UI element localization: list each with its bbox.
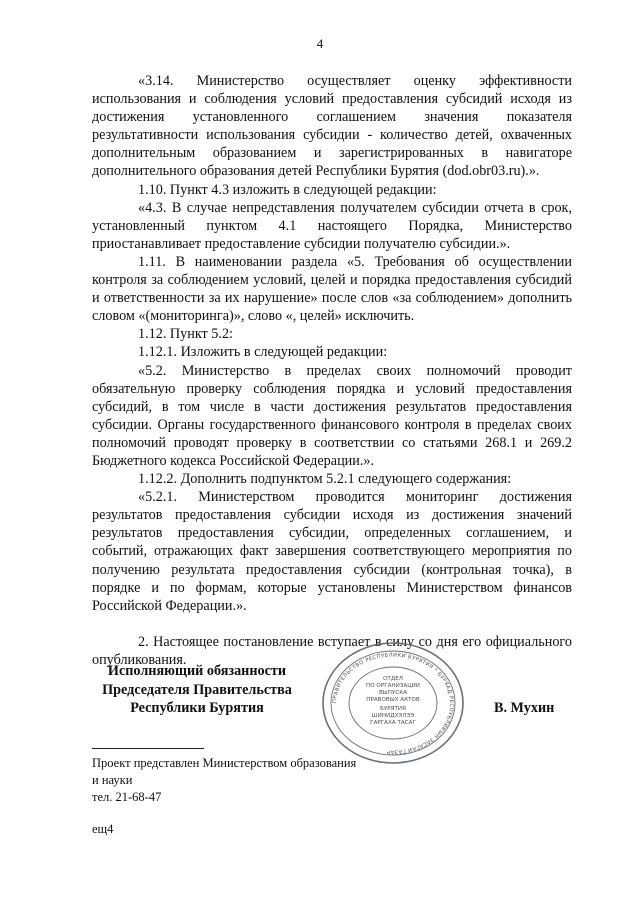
document-body	[92, 72, 572, 669]
signatory-title	[92, 662, 302, 718]
paragraph: «3.14. Министерство осуществляет оценку эффективности использования и соблюдения условий предоставления субсидий исходя из достижения установленного соглашением значения показателя результативности использования субсидии - количество детей, охваченных дополнительным образованием и зарегистрированных в навигаторе дополнительного образования детей Республики Бурятия (dod.obr03.ru).».	[92, 73, 572, 180]
paragraph: 1.12.1. Изложить в следующей редакции:	[138, 344, 388, 361]
paragraph: «5.2.1. Министерством проводится мониторинг достижения результатов предоставления субсидии исходя из достижения значений результатов предоставления субсидии, определенных соглашением, и событий, отражающих факт завершения соответствующего мероприятия по получению результата предоставления субсидии (контрольная точка), в порядке и по формам, которые установлены Министерством финансов Российской Федерации.».	[92, 489, 572, 614]
seal-text-line: ГАРГАХА ТАСАГ	[370, 720, 416, 726]
seal-text-line: ПО ОРГАНИЗАЦИИ	[366, 683, 420, 689]
page-number: 4	[316, 36, 324, 51]
paragraph: 1.12.2. Дополнить подпунктом 5.2.1 следующего содержания:	[138, 471, 512, 488]
paragraph: 1.12. Пункт 5.2:	[138, 326, 233, 343]
paragraph: 2. Настоящее постановление вступает в силу со дня его официального опубликования.	[92, 633, 572, 668]
signatory-title-line: Республики Бурятия	[130, 700, 264, 716]
official-seal-icon	[320, 640, 466, 766]
paragraph: 1.10. Пункт 4.3 изложить в следующей редакции:	[138, 181, 437, 198]
signatory-name: В. Мухин	[494, 700, 555, 716]
footnote-line: и науки	[92, 773, 133, 787]
seal-text-line: ВЫПУСКА	[378, 690, 408, 696]
footnote	[92, 755, 382, 806]
seal-ring-text: ПРАВИТЕЛЬСТВО РЕСПУБЛИКИ БУРЯТИЯ * БУРЯАД РЕСПУБЛИКЫН ЗАСАГАЙ ГАЗАР	[331, 652, 455, 755]
footnote-line: тел. 21-68-47	[92, 790, 162, 804]
footnote-divider	[92, 748, 204, 749]
paragraph: «4.3. В случае непредставления получателем субсидии отчета в срок, установленный пунктом 4.1 настоящего Порядка, Министерство приостанавливает предоставление субсидии получателю субсидии.».	[92, 199, 572, 252]
seal-text-line: ПРАВОВЫХ АКТОВ	[366, 697, 420, 703]
seal-text-line: ШИНИДХЭЛЭЭ	[371, 713, 415, 719]
footnote-line: Проект представлен Министерством образования	[92, 756, 357, 770]
seal-text-line: ОТДЕЛ	[383, 676, 403, 682]
signatory-title-line: Исполняющий обязанности	[107, 663, 287, 679]
paragraph: «5.2. Министерство в пределах своих полномочий проводит обязательную проверку соблюдения порядка и условий предоставления субсидий, в том числе в части достижения результатов предоставления субсидии. Органы государственного финансового контроля в пределах своих полномочий проводят проверку в соответствии со статьями 268.1 и 269.2 Бюджетного кодекса Российской Федерации.».	[92, 362, 572, 469]
seal-text-line: БУРЯТИЯ	[380, 706, 406, 712]
document-code: ещ4	[92, 822, 114, 836]
signatory-title-line: Председателя Правительства	[102, 681, 292, 698]
paragraph: 1.11. В наименовании раздела «5. Требования об осуществлении контроля за соблюдением условий, целей и порядка предоставления субсидий и ответственности за их нарушение» после слов «за соблюдением» дополнить словом «(мониторинга)», слово «, целей» исключить.	[92, 253, 572, 325]
